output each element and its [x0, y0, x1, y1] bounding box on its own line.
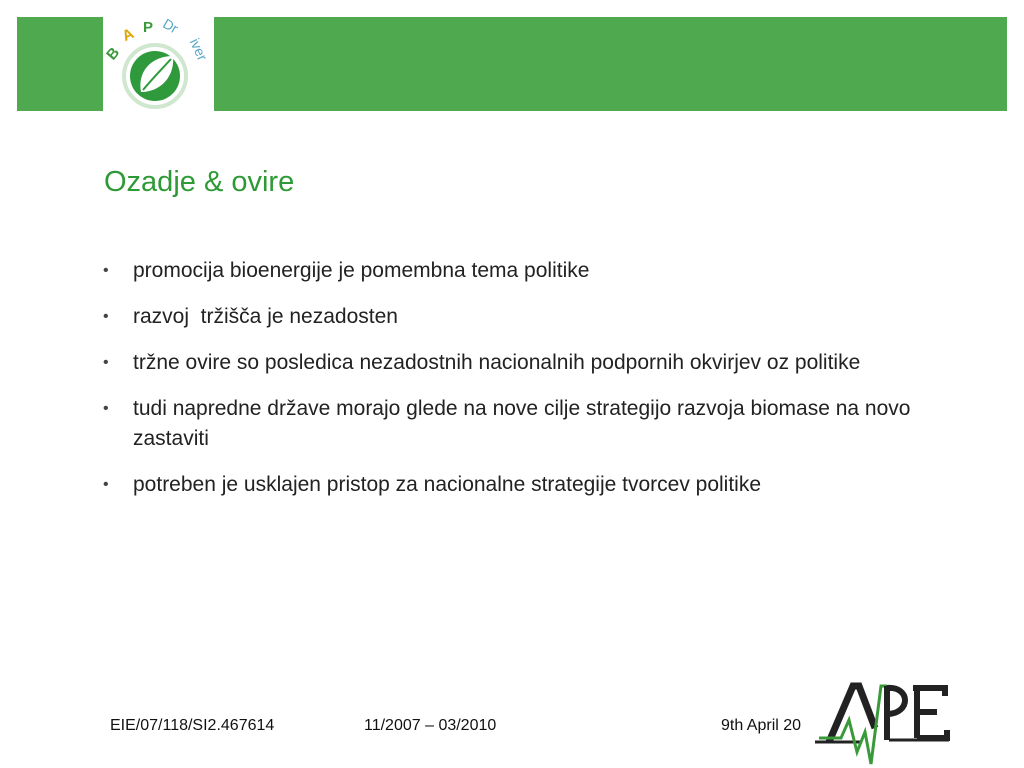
bullet-text: tudi napredne države morajo glede na nove cilje strategijo razvoja biomase na novo zastaviti: [133, 397, 911, 450]
footer-period: 11/2007 – 03/2010: [364, 717, 497, 734]
footer-date: 9th April 20: [721, 717, 802, 734]
bullet-item: [103, 394, 923, 454]
svg-text:iver: iver: [186, 35, 211, 63]
bullet-text: tržne ovire so posledica nezadostnih nacionalnih podpornih okvirjev oz politike: [133, 351, 861, 374]
bullet-icon: •: [103, 354, 109, 371]
bullet-text: potreben je usklajen pristop za nacionalne strategije tvorcev politike: [133, 473, 762, 496]
bullet-item: [103, 302, 923, 332]
slide-title: Ozadje & ovire: [104, 166, 295, 198]
bullet-item: [103, 470, 923, 500]
bullet-item: [103, 256, 923, 286]
footer-project-id: EIE/07/118/SI2.467614: [110, 717, 275, 734]
ape-logo: [815, 680, 955, 768]
bullet-icon: •: [103, 308, 109, 325]
svg-text:Dr: Dr: [160, 15, 182, 37]
bullet-list: [103, 256, 923, 516]
header-banner-left: [17, 17, 103, 111]
bullet-icon: •: [103, 262, 109, 279]
bullet-icon: •: [103, 476, 109, 493]
svg-text:P: P: [143, 19, 154, 36]
bullet-text: razvoj tržišča je nezadosten: [133, 305, 398, 328]
bullet-item: [103, 348, 923, 378]
svg-text:A: A: [119, 24, 137, 45]
bullet-text: promocija bioenergije je pomembna tema politike: [133, 259, 590, 282]
bullet-icon: •: [103, 400, 109, 417]
header-banner-right: [214, 17, 1007, 111]
svg-text:B: B: [103, 44, 124, 64]
bap-driver-logo: [103, 10, 214, 114]
